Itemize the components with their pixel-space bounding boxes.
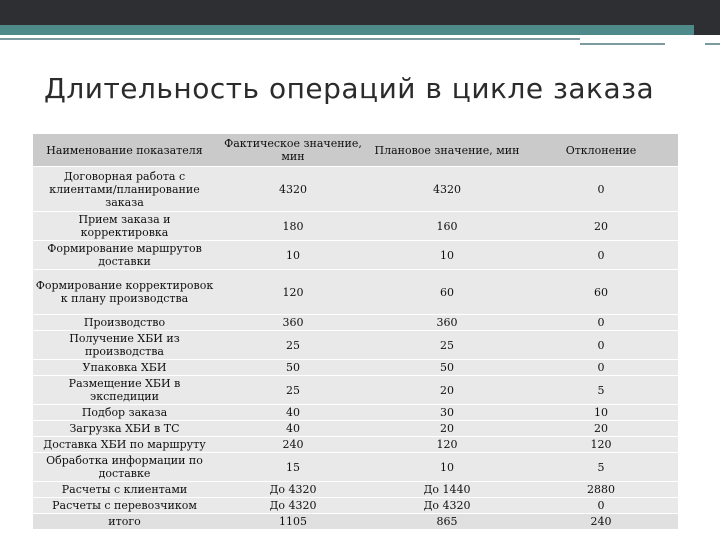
table-row — [33, 405, 678, 421]
cell-name: Производство — [33, 315, 216, 331]
cell-planned: 25 — [370, 331, 524, 360]
header-bar-dark — [0, 0, 720, 25]
cell-name: Формирование маршрутов доставки — [33, 241, 216, 270]
cell-actual: 120 — [216, 270, 370, 315]
cell-deviation: 5 — [524, 453, 678, 482]
cell-actual: 40 — [216, 405, 370, 421]
table-row — [33, 167, 678, 212]
cell-planned: 120 — [370, 437, 524, 453]
cell-actual: 10 — [216, 241, 370, 270]
cell-deviation: 60 — [524, 270, 678, 315]
cell-name: Договорная работа с клиентами/планирование заказа — [33, 167, 216, 212]
divider-line-end — [705, 43, 720, 45]
cell-deviation: 240 — [524, 514, 678, 530]
cell-deviation: 0 — [524, 360, 678, 376]
table-row — [33, 453, 678, 482]
column-header-name: Наименование показателя — [33, 134, 216, 167]
cell-deviation: 0 — [524, 315, 678, 331]
table-body — [33, 167, 678, 530]
table-row — [33, 376, 678, 405]
table-row — [33, 212, 678, 241]
cell-name: Обработка информации по доставке — [33, 453, 216, 482]
cell-name: Формирование корректировок к плану производства — [33, 270, 216, 315]
cell-planned: 360 — [370, 315, 524, 331]
cell-planned: 30 — [370, 405, 524, 421]
cell-planned: 10 — [370, 453, 524, 482]
cell-name: Подбор заказа — [33, 405, 216, 421]
table-header-row — [33, 134, 678, 167]
cell-planned: 20 — [370, 376, 524, 405]
cell-planned: До 4320 — [370, 498, 524, 514]
cell-deviation: 2880 — [524, 482, 678, 498]
cell-deviation: 10 — [524, 405, 678, 421]
cell-deviation: 20 — [524, 421, 678, 437]
cell-deviation: 0 — [524, 498, 678, 514]
table-row — [33, 437, 678, 453]
cell-actual: 180 — [216, 212, 370, 241]
cell-name: Получение ХБИ из производства — [33, 331, 216, 360]
cell-name: Расчеты с перевозчиком — [33, 498, 216, 514]
table-row — [33, 315, 678, 331]
cell-name: Размещение ХБИ в экспедиции — [33, 376, 216, 405]
cell-actual: 40 — [216, 421, 370, 437]
cell-name: Расчеты с клиентами — [33, 482, 216, 498]
cell-actual: 1105 — [216, 514, 370, 530]
cell-actual: 360 — [216, 315, 370, 331]
column-header-actual: Фактическое значение, мин — [216, 134, 370, 167]
slide-title: Длительность операций в цикле заказа — [44, 72, 655, 105]
divider-line — [0, 38, 580, 40]
table-row — [33, 482, 678, 498]
divider-line-short — [580, 43, 665, 45]
cell-name: Доставка ХБИ по маршруту — [33, 437, 216, 453]
header-bar-corner — [694, 0, 720, 35]
cell-planned: 20 — [370, 421, 524, 437]
cell-name: итого — [33, 514, 216, 530]
cell-planned: 60 — [370, 270, 524, 315]
column-header-planned: Плановое значение, мин — [370, 134, 524, 167]
cell-actual: До 4320 — [216, 498, 370, 514]
cell-planned: 4320 — [370, 167, 524, 212]
cell-deviation: 0 — [524, 331, 678, 360]
cell-actual: До 4320 — [216, 482, 370, 498]
cell-actual: 4320 — [216, 167, 370, 212]
cell-deviation: 20 — [524, 212, 678, 241]
table-row — [33, 421, 678, 437]
cell-deviation: 0 — [524, 241, 678, 270]
cell-deviation: 5 — [524, 376, 678, 405]
table-row — [33, 514, 678, 530]
cell-actual: 240 — [216, 437, 370, 453]
cell-planned: 865 — [370, 514, 524, 530]
cell-actual: 50 — [216, 360, 370, 376]
table-row — [33, 241, 678, 270]
cell-actual: 25 — [216, 376, 370, 405]
cell-planned: До 1440 — [370, 482, 524, 498]
header-bar-teal — [0, 25, 720, 35]
table-row — [33, 498, 678, 514]
cell-planned: 10 — [370, 241, 524, 270]
column-header-deviation: Отклонение — [524, 134, 678, 167]
cell-actual: 15 — [216, 453, 370, 482]
operations-table — [33, 133, 678, 530]
table-row — [33, 360, 678, 376]
cell-name: Упаковка ХБИ — [33, 360, 216, 376]
cell-name: Загрузка ХБИ в ТС — [33, 421, 216, 437]
cell-planned: 160 — [370, 212, 524, 241]
table-row — [33, 270, 678, 315]
table-row — [33, 331, 678, 360]
cell-actual: 25 — [216, 331, 370, 360]
cell-name: Прием заказа и корректировка — [33, 212, 216, 241]
cell-deviation: 0 — [524, 167, 678, 212]
cell-deviation: 120 — [524, 437, 678, 453]
cell-planned: 50 — [370, 360, 524, 376]
